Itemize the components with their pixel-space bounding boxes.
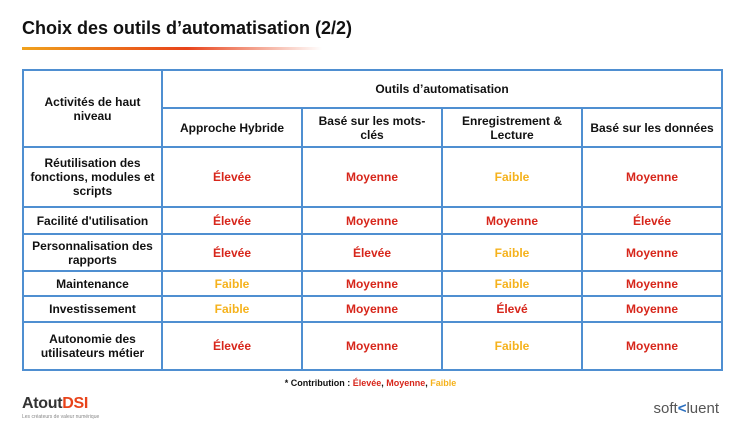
row-label: Maintenance (23, 271, 162, 296)
column-header: Basé sur les mots-clés (302, 108, 442, 147)
rating-cell: Moyenne (302, 147, 442, 207)
column-header: Enregistrement & Lecture (442, 108, 582, 147)
legend-low: Faible (430, 378, 457, 388)
table-row (23, 322, 722, 370)
rating-cell: Moyenne (582, 234, 722, 271)
row-label: Facilité d'utilisation (23, 207, 162, 234)
table-row (23, 147, 722, 207)
row-label: Réutilisation des fonctions, modules et scripts (23, 147, 162, 207)
row-label: Autonomie des utilisateurs métier (23, 322, 162, 370)
rating-cell: Moyenne (582, 322, 722, 370)
rating-cell: Moyenne (302, 296, 442, 322)
rating-cell: Faible (442, 234, 582, 271)
rating-cell: Faible (442, 271, 582, 296)
rating-cell: Élevée (162, 322, 302, 370)
rating-cell: Moyenne (302, 271, 442, 296)
row-header-cell: Activités de haut niveau (23, 70, 162, 147)
logo-text: Atout (22, 395, 63, 412)
table-row (23, 296, 722, 322)
legend-separator: , (425, 378, 431, 388)
legend-high: Élevée (352, 378, 382, 388)
rating-cell: Faible (162, 271, 302, 296)
title-underline (22, 47, 322, 50)
legend-separator: , (381, 378, 387, 388)
rating-cell: Élevée (302, 234, 442, 271)
table-row (23, 271, 722, 296)
table-row (23, 234, 722, 271)
softfluent-logo (654, 400, 719, 417)
contribution-legend (0, 378, 741, 388)
rating-cell: Faible (442, 147, 582, 207)
rating-cell: Élevée (162, 207, 302, 234)
comparison-table (22, 69, 723, 371)
logo-text: soft (653, 400, 678, 417)
rating-cell: Moyenne (582, 271, 722, 296)
rating-cell: Moyenne (442, 207, 582, 234)
rating-cell: Moyenne (302, 207, 442, 234)
page-title: Choix des outils d’automatisation (2/2) (22, 18, 353, 38)
rating-cell: Élevée (162, 147, 302, 207)
rating-cell: Moyenne (582, 147, 722, 207)
row-label: Personnalisation des rapports (23, 234, 162, 271)
atoutdsi-logo (22, 395, 99, 420)
rating-cell: Élevée (582, 207, 722, 234)
column-header: Basé sur les données (582, 108, 722, 147)
rating-cell: Élevée (162, 234, 302, 271)
logo-text-accent: DSI (62, 395, 89, 412)
logo-arrow-icon: < (677, 400, 687, 417)
group-header-cell: Outils d’automatisation (162, 70, 722, 108)
rating-cell: Faible (162, 296, 302, 322)
rating-cell: Moyenne (582, 296, 722, 322)
row-label: Investissement (23, 296, 162, 322)
column-header: Approche Hybride (162, 108, 302, 147)
legend-mid: Moyenne (386, 378, 426, 388)
rating-cell: Moyenne (302, 322, 442, 370)
logo-text: luent (686, 400, 719, 417)
table-row (23, 207, 722, 234)
legend-prefix: * Contribution : (284, 378, 353, 388)
rating-cell: Élevé (442, 296, 582, 322)
rating-cell: Faible (442, 322, 582, 370)
logo-tagline: Les créateurs de valeur numérique (22, 414, 100, 420)
